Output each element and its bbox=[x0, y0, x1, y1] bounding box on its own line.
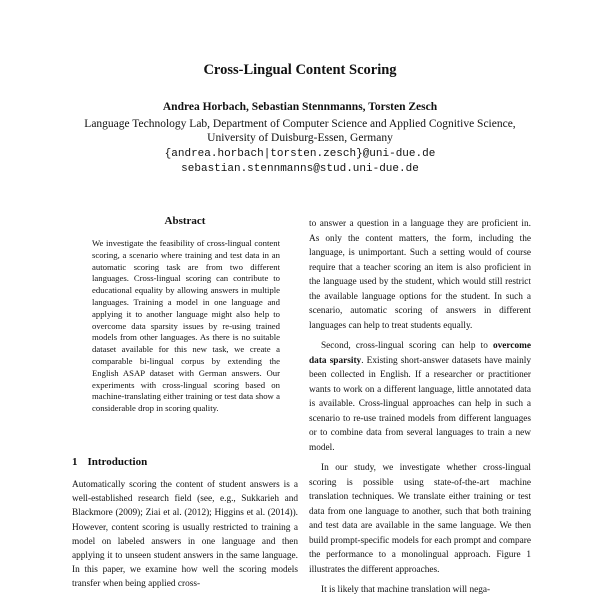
introduction-heading bbox=[72, 456, 147, 468]
right-column-body bbox=[309, 217, 531, 598]
paper-authors: Andrea Horbach, Sebastian Stennmanns, Torsten Zesch bbox=[162, 101, 438, 113]
intro-paragraph-1: Automatically scoring the content of student answers is a well-established research field (see, e.g., Sukkarieh and Blackmore (2009); Ziai et al. (2012); Higgins et al. (2014)). However, content scoring is usually restricted to training a model on labeled answers in one language and then applying it to unseen student answers in the same language. In this paper, we examine how well the scoring models transfer when being applied cross- bbox=[72, 480, 298, 590]
intro-paragraph-continued: to answer a question in a language they are proficient in. As only the content matters, the form, including the language, is unimportant. Such a setting would of course require that a teacher scoring an item is also proficient in the language used by the student, which would still restrict the available language options for the student. In such a scenario, automatic scoring of answers in different languages can help to treat students equally. bbox=[309, 219, 531, 331]
section-number: 1 bbox=[72, 456, 78, 468]
paper-title: Cross-Lingual Content Scoring bbox=[203, 62, 397, 78]
paragraph-rest: . Existing short-answer datasets have mainly been collected in English. If a researcher or practitioner wants to work on a different language, little annotated data is available. Cross-lingual approaches can help in such a scenario to re-use trained models from different languages or to combine data from several languages to train a new model. bbox=[309, 355, 531, 453]
section-title: Introduction bbox=[87, 456, 148, 468]
left-column-body bbox=[72, 478, 298, 592]
intro-paragraph-data-sparsity bbox=[309, 339, 531, 455]
intro-paragraph-translation: It is likely that machine translation will nega- bbox=[321, 585, 491, 595]
paragraph-start: Second, cross-lingual scoring can help to bbox=[321, 341, 493, 351]
intro-paragraph-study: In our study, we investigate whether cross-lingual scoring is possible using state-of-the-art machine translation techniques. We translate either training or test data from one language to another, such that both training and test data are available in the same language. We then build prompt-specific models for each prompt and compare the performance to a monolingual approach. Figure 1 illustrates the different approaches. bbox=[309, 463, 531, 575]
email-line-1: {andrea.horbach|torsten.zesch}@uni-due.de bbox=[164, 148, 436, 160]
bold-phrase: overcome data sparsity bbox=[309, 341, 531, 366]
email-line-2: sebastian.stennmanns@stud.uni-due.de bbox=[181, 163, 419, 175]
abstract-heading: Abstract bbox=[164, 215, 206, 227]
affiliation-line-1: Language Technology Lab, Department of Computer Science and Applied Cognitive Science, bbox=[84, 118, 516, 130]
affiliation-line-2: University of Duisburg-Essen, Germany bbox=[207, 132, 393, 144]
abstract-text: We investigate the feasibility of cross-lingual content scoring, a scenario where training and test data in an automatic scoring task are from two different languages. Cross-lingual scoring can contribute to educational equality by allowing answers in multiple languages. Training a model in one language and applying it to another language might also help to overcome data sparsity issues by re-using trained models from other languages. As there is no suitable dataset available for this new task, we create a comparable bi-lingual corpus by extending the English ASAP dataset with German answers. Our experiments with cross-lingual scoring based on machine-translating either training or test data show a considerable drop in scoring quality. bbox=[92, 238, 280, 414]
